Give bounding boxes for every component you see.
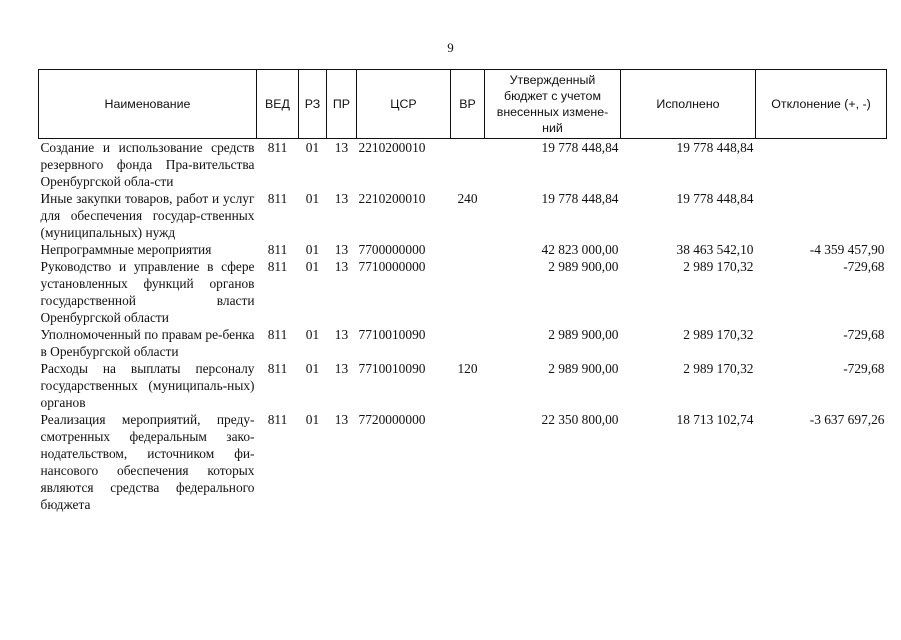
row-csr: 7710010090 [358, 327, 426, 342]
row-name: Руководство и управление в сфере установленных функций органов государственной власти Оренбургской области [40, 259, 255, 325]
row-vr: 240 [457, 191, 478, 206]
row-approved: 19 778 448,84 [541, 140, 619, 155]
table-row [39, 326, 887, 360]
table-row [39, 360, 887, 411]
row-executed: 19 778 448,84 [676, 140, 754, 155]
row-vr [451, 326, 485, 360]
header-ved: ВЕД [257, 70, 299, 139]
row-approved: 19 778 448,84 [541, 191, 619, 206]
header-executed: Исполнено [621, 70, 756, 139]
row-approved: 42 823 000,00 [541, 242, 619, 257]
row-deviation: -729,68 [843, 327, 885, 342]
row-pr: 13 [334, 327, 349, 342]
row-name: Расходы на выплаты персоналу государственных (муниципаль-ных) органов [40, 361, 255, 410]
row-pr: 13 [334, 191, 349, 206]
row-approved: 2 989 900,00 [548, 361, 619, 376]
row-csr: 2210200010 [358, 140, 426, 155]
row-vr [451, 258, 485, 326]
row-executed: 2 989 170,32 [683, 361, 754, 376]
header-csr: ЦСР [357, 70, 451, 139]
row-name: Иные закупки товаров, работ и услуг для обеспечения государ-ственных (муниципальных) нужд [40, 191, 255, 240]
row-approved: 2 989 900,00 [548, 259, 619, 274]
row-deviation: -3 637 697,26 [809, 412, 885, 427]
row-approved: 22 350 800,00 [541, 412, 619, 427]
row-ved: 811 [267, 140, 288, 155]
row-pr: 13 [334, 412, 349, 427]
budget-table [38, 69, 887, 513]
table-header-row [39, 70, 887, 139]
row-vr [451, 241, 485, 258]
row-name: Реализация мероприятий, преду-смотренных федеральным зако-нодательством, источником фи-нансового обеспечения которых являются средства федерального бюджета [40, 412, 255, 512]
row-executed: 2 989 170,32 [683, 327, 754, 342]
table-row [39, 190, 887, 241]
row-pr: 13 [334, 140, 349, 155]
row-ved: 811 [267, 191, 288, 206]
row-name: Уполномоченный по правам ре-бенка в Оренбургской области [40, 327, 255, 359]
header-approved: Утвержденный бюджет с учетом внесенных измене-ний [485, 70, 621, 139]
row-rz: 01 [305, 361, 320, 376]
row-deviation [756, 139, 887, 191]
row-csr: 7720000000 [358, 412, 426, 427]
row-rz: 01 [305, 259, 320, 274]
page-number: 9 [447, 40, 454, 55]
row-csr: 7710000000 [358, 259, 426, 274]
table-row [39, 258, 887, 326]
row-rz: 01 [305, 191, 320, 206]
table-row [39, 241, 887, 258]
row-rz: 01 [305, 140, 320, 155]
row-executed: 2 989 170,32 [683, 259, 754, 274]
row-deviation: -4 359 457,90 [809, 242, 885, 257]
header-pr: ПР [327, 70, 357, 139]
row-executed: 18 713 102,74 [676, 412, 754, 427]
row-pr: 13 [334, 259, 349, 274]
header-name: Наименование [39, 70, 257, 139]
row-name: Непрограммные мероприятия [40, 242, 212, 257]
row-pr: 13 [334, 242, 349, 257]
table-row [39, 139, 887, 191]
row-name: Создание и использование средств резервного фонда Пра-вительства Оренбургской обла-сти [40, 140, 255, 189]
row-ved: 811 [267, 259, 288, 274]
row-deviation: -729,68 [843, 361, 885, 376]
row-ved: 811 [267, 327, 288, 342]
row-deviation [756, 190, 887, 241]
row-rz: 01 [305, 412, 320, 427]
row-rz: 01 [305, 327, 320, 342]
row-pr: 13 [334, 361, 349, 376]
row-executed: 38 463 542,10 [676, 242, 754, 257]
row-ved: 811 [267, 361, 288, 376]
row-ved: 811 [267, 242, 288, 257]
header-rz: РЗ [299, 70, 327, 139]
row-vr [451, 139, 485, 191]
row-vr: 120 [457, 361, 478, 376]
header-deviation: Отклонение (+, -) [756, 70, 887, 139]
row-csr: 7710010090 [358, 361, 426, 376]
row-vr [451, 411, 485, 513]
row-approved: 2 989 900,00 [548, 327, 619, 342]
row-deviation: -729,68 [843, 259, 885, 274]
row-csr: 7700000000 [358, 242, 426, 257]
row-rz: 01 [305, 242, 320, 257]
row-ved: 811 [267, 412, 288, 427]
table-row [39, 411, 887, 513]
row-csr: 2210200010 [358, 191, 426, 206]
row-executed: 19 778 448,84 [676, 191, 754, 206]
header-vr: ВР [451, 70, 485, 139]
